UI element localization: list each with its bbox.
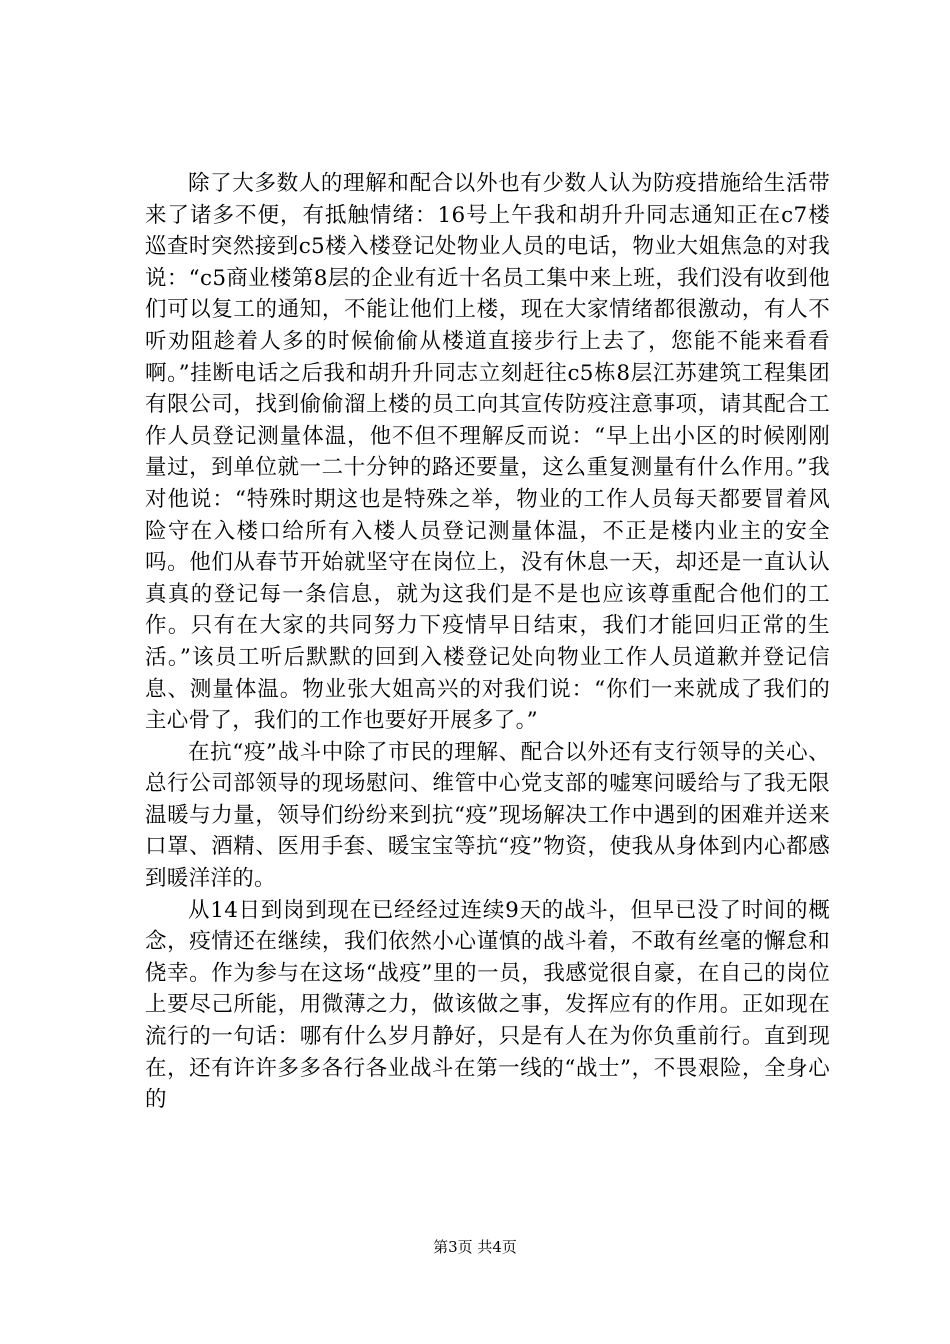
paragraph-1: 除了大多数人的理解和配合以外也有少数人认为防疫措施给生活带来了诸多不便，有抵触情绪：16号上午我和胡升升同志通知正在c7楼巡查时突然接到c5楼入楼登记处物业人员的电话，物业大姐焦急的对我说：“c5商业楼第8层的企业有近十名员工集中来上班，我们没有收到他们可以复工的通知，不能让他们上楼，现在大家情绪都很激动，有人不听劝阻趁着人多的时候偷偷从楼道直接步行上去了，您能不能来看看啊。”挂断电话之后我和胡升升同志立刻赶往c5栋8层江苏建筑工程集团有限公司，找到偷偷溜上楼的员工向其宣传防疫注意事项，请其配合工作人员登记测量体温，他不但不理解反而说：“早上出小区的时候刚刚量过，到单位就一二十分钟的路还要量，这么重复测量有什么作用。”我对他说：“特殊时期这也是特殊之举，物业的工作人员每天都要冒着风险守在入楼口给所有入楼人员登记测量体温，不正是楼内业主的安全吗。他们从春节开始就坚守在岗位上，没有休息一天，却还是一直认认真真的登记每一条信息，就为这我们是不是也应该尊重配合他们的工作。只有在大家的共同努力下疫情早日结束，我们才能回归正常的生活。”该员工听后默默的回到入楼登记处向物业工作人员道歉并登记信息、测量体温。物业张大姐高兴的对我们说：“你们一来就成了我们的主心骨了，我们的工作也要好开展多了。”: [145, 171, 830, 734]
paragraph-2: 在抗“疫”战斗中除了市民的理解、配合以外还有支行领导的关心、总行公司部领导的现场慰问、维管中心党支部的嘘寒问暖给与了我无限温暖与力量，领导们纷纷来到抗“疫”现场解决工作中遇到的困难并送来口罩、酒精、医用手套、暖宝宝等抗“疫”物资，使我从身体到内心都感到暖洋洋的。: [145, 739, 830, 892]
page-number-footer: 第3页 共4页: [433, 1238, 517, 1256]
document-body: [145, 168, 830, 1116]
paragraph-3: 从14日到岗到现在已经经过连续9天的战斗，但早已没了时间的概念，疫情还在继续，我们依然小心谨慎的战斗着，不敢有丝毫的懈怠和侥幸。作为参与在这场“战疫”里的一员，我感觉很自豪，在自己的岗位上要尽己所能，用微薄之力，做该做之事，发挥应有的作用。正如现在流行的一句话：哪有什么岁月静好，只是有人在为你负重前行。直到现在，还有许许多多各行各业战斗在第一线的“战士”，不畏艰险，全身心的: [145, 897, 830, 1113]
